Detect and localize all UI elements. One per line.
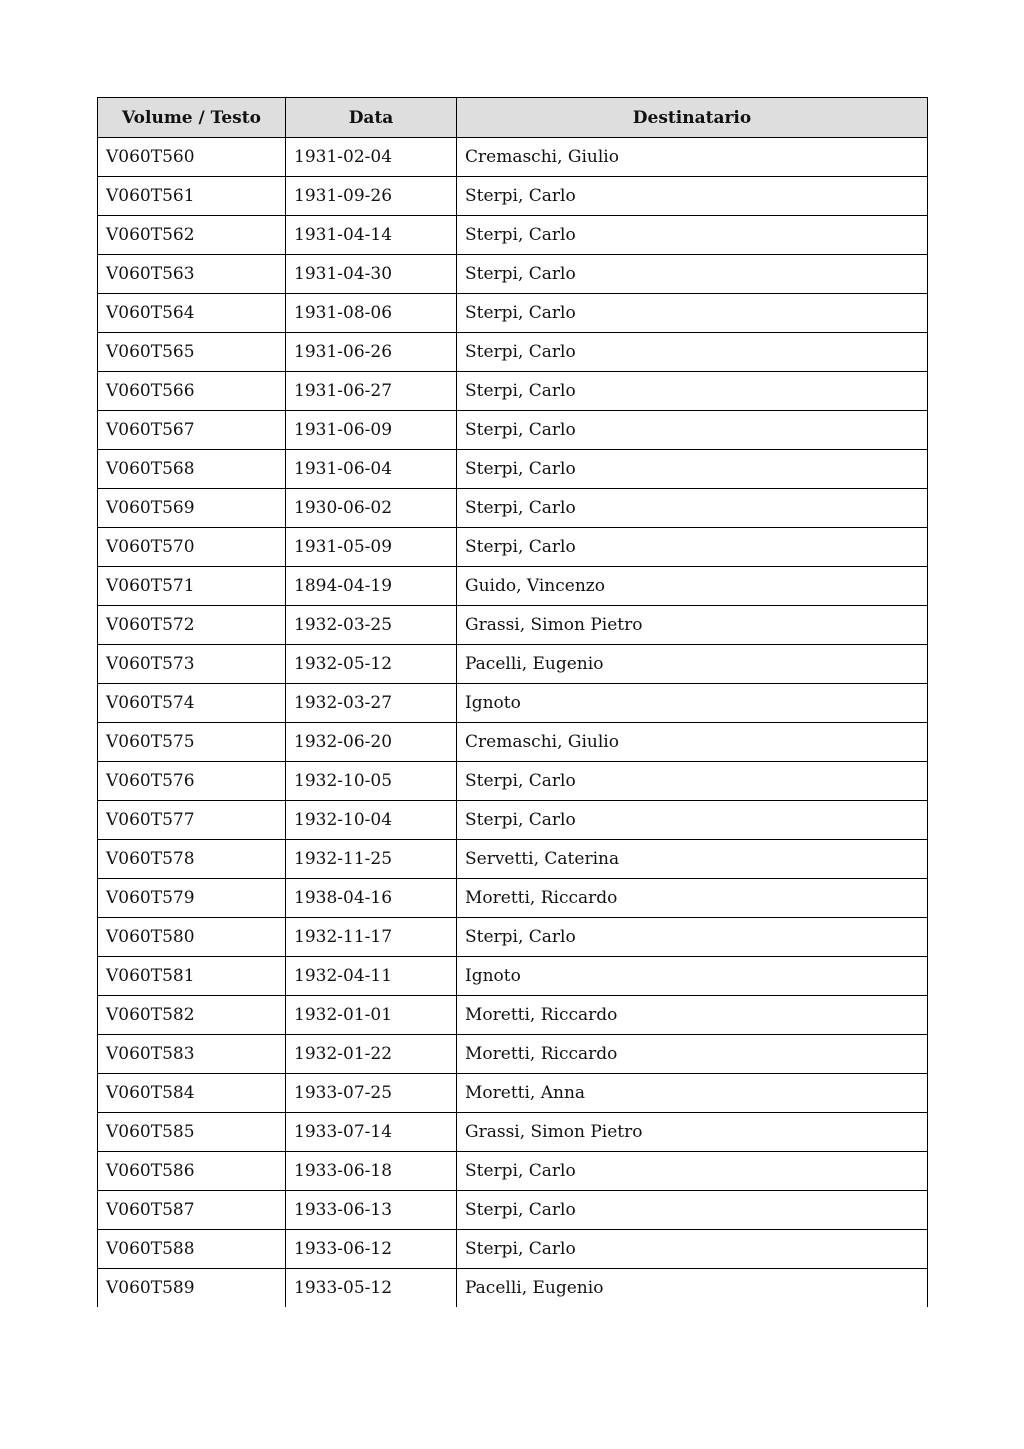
table-row — [98, 372, 928, 411]
data-cell: 1931-06-04 — [286, 450, 457, 489]
volume-testo-cell: V060T584 — [98, 1074, 286, 1113]
destinatario-cell: Pacelli, Eugenio — [457, 645, 928, 684]
destinatario-cell: Sterpi, Carlo — [457, 255, 928, 294]
volume-testo-cell: V060T577 — [98, 801, 286, 840]
volume-testo-cell: V060T588 — [98, 1230, 286, 1269]
data-cell: 1931-09-26 — [286, 177, 457, 216]
data-cell: 1933-05-12 — [286, 1269, 457, 1308]
column-header-destinatario: Destinatario — [457, 98, 928, 138]
data-cell: 1933-07-25 — [286, 1074, 457, 1113]
volume-testo-cell: V060T585 — [98, 1113, 286, 1152]
table-row — [98, 645, 928, 684]
destinatario-cell: Cremaschi, Giulio — [457, 723, 928, 762]
volume-testo-cell: V060T572 — [98, 606, 286, 645]
destinatario-cell: Moretti, Riccardo — [457, 879, 928, 918]
volume-testo-cell: V060T562 — [98, 216, 286, 255]
volume-testo-cell: V060T589 — [98, 1269, 286, 1308]
table-row — [98, 684, 928, 723]
data-cell: 1931-05-09 — [286, 528, 457, 567]
data-cell: 1933-06-18 — [286, 1152, 457, 1191]
table-row — [98, 450, 928, 489]
data-cell: 1932-11-17 — [286, 918, 457, 957]
volume-testo-cell: V060T579 — [98, 879, 286, 918]
data-cell: 1932-10-04 — [286, 801, 457, 840]
volume-testo-cell: V060T583 — [98, 1035, 286, 1074]
data-cell: 1932-03-27 — [286, 684, 457, 723]
table-row — [98, 918, 928, 957]
table-row — [98, 996, 928, 1035]
volume-testo-cell: V060T587 — [98, 1191, 286, 1230]
destinatario-cell: Moretti, Anna — [457, 1074, 928, 1113]
data-cell: 1930-06-02 — [286, 489, 457, 528]
data-cell: 1932-03-25 — [286, 606, 457, 645]
destinatario-cell: Sterpi, Carlo — [457, 216, 928, 255]
destinatario-cell: Sterpi, Carlo — [457, 801, 928, 840]
table-row — [98, 1035, 928, 1074]
table-row — [98, 216, 928, 255]
volume-testo-cell: V060T582 — [98, 996, 286, 1035]
table-header-row — [98, 98, 928, 138]
volume-testo-cell: V060T574 — [98, 684, 286, 723]
table-row — [98, 879, 928, 918]
data-cell: 1932-04-11 — [286, 957, 457, 996]
volume-testo-cell: V060T570 — [98, 528, 286, 567]
volume-testo-cell: V060T564 — [98, 294, 286, 333]
volume-testo-cell: V060T576 — [98, 762, 286, 801]
destinatario-cell: Cremaschi, Giulio — [457, 138, 928, 177]
table-row — [98, 1152, 928, 1191]
table-body — [98, 138, 928, 1308]
data-cell: 1931-06-26 — [286, 333, 457, 372]
data-cell: 1932-06-20 — [286, 723, 457, 762]
table-row — [98, 255, 928, 294]
table-row — [98, 957, 928, 996]
volume-testo-cell: V060T566 — [98, 372, 286, 411]
volume-testo-cell: V060T567 — [98, 411, 286, 450]
data-cell: 1931-04-30 — [286, 255, 457, 294]
table-row — [98, 801, 928, 840]
data-cell: 1932-01-01 — [286, 996, 457, 1035]
table-row — [98, 567, 928, 606]
volume-testo-cell: V060T560 — [98, 138, 286, 177]
table-row — [98, 840, 928, 879]
destinatario-cell: Moretti, Riccardo — [457, 996, 928, 1035]
table-row — [98, 723, 928, 762]
data-cell: 1931-08-06 — [286, 294, 457, 333]
data-cell: 1932-05-12 — [286, 645, 457, 684]
data-cell: 1933-07-14 — [286, 1113, 457, 1152]
data-cell: 1931-04-14 — [286, 216, 457, 255]
volume-testo-cell: V060T581 — [98, 957, 286, 996]
volume-testo-cell: V060T569 — [98, 489, 286, 528]
volume-testo-cell: V060T561 — [98, 177, 286, 216]
table-row — [98, 1269, 928, 1308]
table-row — [98, 411, 928, 450]
destinatario-cell: Sterpi, Carlo — [457, 918, 928, 957]
destinatario-cell: Moretti, Riccardo — [457, 1035, 928, 1074]
data-cell: 1931-06-09 — [286, 411, 457, 450]
data-cell: 1932-11-25 — [286, 840, 457, 879]
volume-testo-cell: V060T586 — [98, 1152, 286, 1191]
table-row — [98, 333, 928, 372]
volume-testo-cell: V060T575 — [98, 723, 286, 762]
table-row — [98, 1230, 928, 1269]
destinatario-cell: Grassi, Simon Pietro — [457, 606, 928, 645]
destinatario-cell: Sterpi, Carlo — [457, 1152, 928, 1191]
volume-testo-cell: V060T571 — [98, 567, 286, 606]
column-header-volume-testo: Volume / Testo — [98, 98, 286, 138]
destinatario-cell: Sterpi, Carlo — [457, 333, 928, 372]
table-header — [98, 98, 928, 138]
destinatario-cell: Sterpi, Carlo — [457, 1230, 928, 1269]
table-row — [98, 1113, 928, 1152]
volume-testo-cell: V060T578 — [98, 840, 286, 879]
table-row — [98, 294, 928, 333]
destinatario-cell: Ignoto — [457, 957, 928, 996]
destinatario-cell: Pacelli, Eugenio — [457, 1269, 928, 1308]
table-row — [98, 528, 928, 567]
destinatario-cell: Sterpi, Carlo — [457, 489, 928, 528]
data-cell: 1932-01-22 — [286, 1035, 457, 1074]
destinatario-cell: Grassi, Simon Pietro — [457, 1113, 928, 1152]
destinatario-cell: Servetti, Caterina — [457, 840, 928, 879]
data-cell: 1931-02-04 — [286, 138, 457, 177]
letters-table — [97, 97, 928, 1307]
destinatario-cell: Sterpi, Carlo — [457, 411, 928, 450]
table-row — [98, 1191, 928, 1230]
column-header-data: Data — [286, 98, 457, 138]
table-row — [98, 138, 928, 177]
volume-testo-cell: V060T580 — [98, 918, 286, 957]
volume-testo-cell: V060T563 — [98, 255, 286, 294]
destinatario-cell: Ignoto — [457, 684, 928, 723]
destinatario-cell: Sterpi, Carlo — [457, 762, 928, 801]
data-cell: 1933-06-12 — [286, 1230, 457, 1269]
data-cell: 1932-10-05 — [286, 762, 457, 801]
data-cell: 1933-06-13 — [286, 1191, 457, 1230]
destinatario-cell: Sterpi, Carlo — [457, 1191, 928, 1230]
destinatario-cell: Sterpi, Carlo — [457, 528, 928, 567]
destinatario-cell: Sterpi, Carlo — [457, 177, 928, 216]
volume-testo-cell: V060T568 — [98, 450, 286, 489]
data-cell: 1938-04-16 — [286, 879, 457, 918]
destinatario-cell: Guido, Vincenzo — [457, 567, 928, 606]
table-row — [98, 177, 928, 216]
table-row — [98, 606, 928, 645]
table-row — [98, 489, 928, 528]
data-cell: 1894-04-19 — [286, 567, 457, 606]
volume-testo-cell: V060T565 — [98, 333, 286, 372]
volume-testo-cell: V060T573 — [98, 645, 286, 684]
destinatario-cell: Sterpi, Carlo — [457, 450, 928, 489]
table-row — [98, 762, 928, 801]
table-row — [98, 1074, 928, 1113]
destinatario-cell: Sterpi, Carlo — [457, 372, 928, 411]
destinatario-cell: Sterpi, Carlo — [457, 294, 928, 333]
data-cell: 1931-06-27 — [286, 372, 457, 411]
